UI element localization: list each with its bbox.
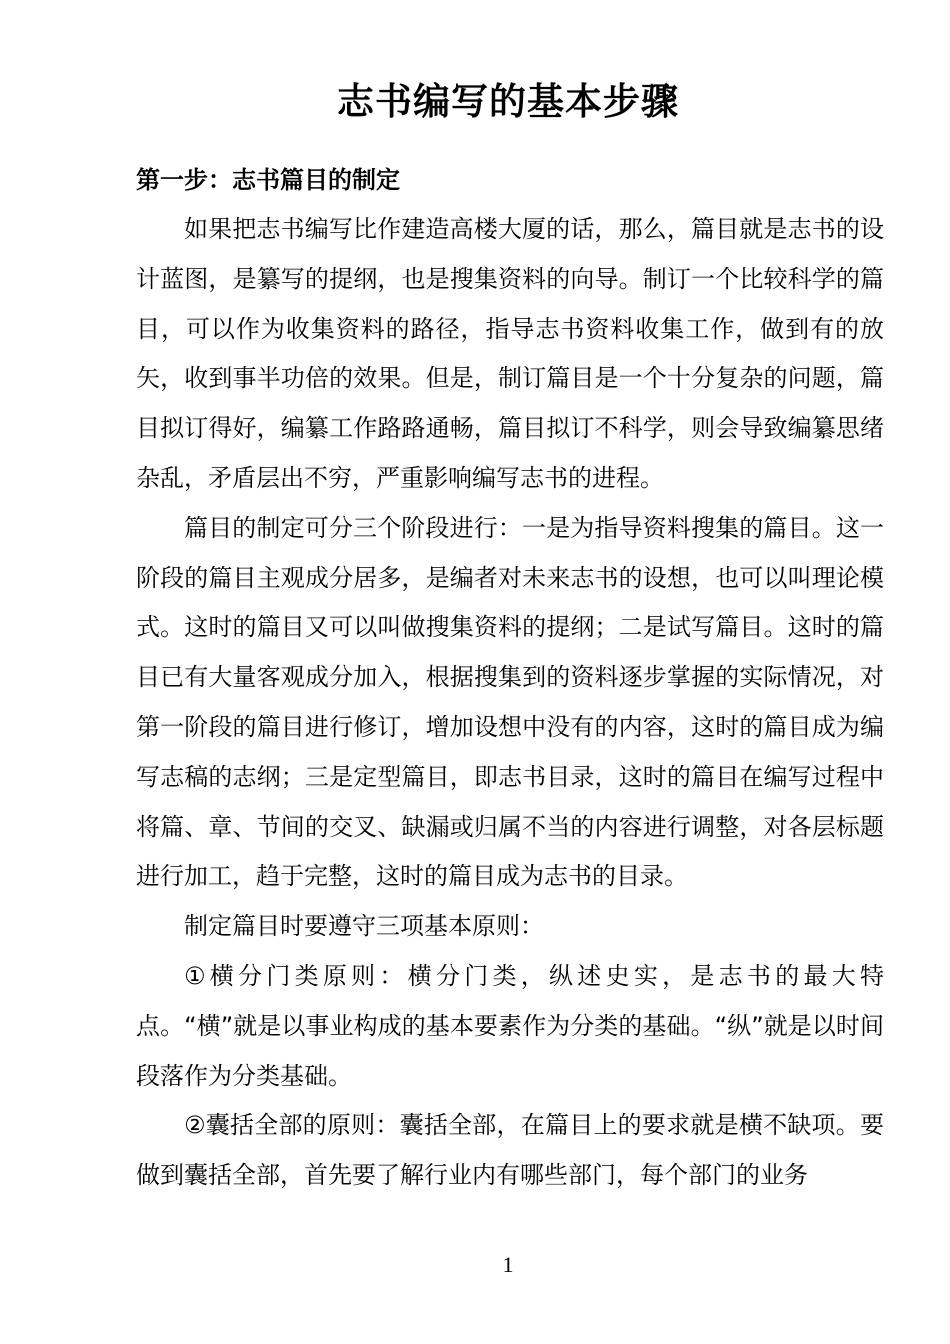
- page-number: 1: [502, 1252, 514, 1277]
- document-title: 志书编写的基本步骤: [337, 80, 679, 123]
- section-heading: 第一步：志书篇目的制定: [136, 166, 400, 194]
- paragraph: 篇目的制定可分三个阶段进行：一是为指导资料搜集的篇目。这一阶段的篇目主观成分居多，是编者对未来志书的设想，也可以叫理论模式。这时的篇目又可以叫做搜集资料的提纲；二是试写篇目。这时的篇目已有大量客观成分加入，根据搜集到的资料逐步掌握的实际情况，对第一阶段的篇目进行修订，增加设想中没有的内容，这时的篇目成为编写志稿的志纲；三是定型篇目，即志书目录，这时的篇目在编写过程中将篇、章、节间的交叉、缺漏或归属不当的内容进行调整，对各层标题进行加工，趋于完整，这时的篇目成为志书的目录。: [136, 513, 884, 891]
- body-text: [136, 205, 884, 1201]
- paragraph: ②囊括全部的原则：囊括全部，在篇目上的要求就是横不缺项。要做到囊括全部，首先要了解行业内有哪些部门，每个部门的业务: [136, 1111, 884, 1190]
- paragraph: 制定篇目时要遵守三项基本原则：: [184, 912, 544, 941]
- paragraph: 如果把志书编写比作建造高楼大厦的话，那么，篇目就是志书的设计蓝图，是纂写的提纲，也是搜集资料的向导。制订一个比较科学的篇目，可以作为收集资料的路径，指导志书资料收集工作，做到有的放矢，收到事半功倍的效果。但是，制订篇目是一个十分复杂的问题，篇目拟订得好，编纂工作路路通畅，篇目拟订不科学，则会导致编纂思绪杂乱，矛盾层出不穷，严重影响编写志书的进程。: [136, 215, 884, 492]
- paragraph: ①横分门类原则：横分门类，纵述史实，是志书的最大特点。“横”就是以事业构成的基本要素作为分类的基础。“纵”就是以时间段落作为分类基础。: [136, 961, 884, 1090]
